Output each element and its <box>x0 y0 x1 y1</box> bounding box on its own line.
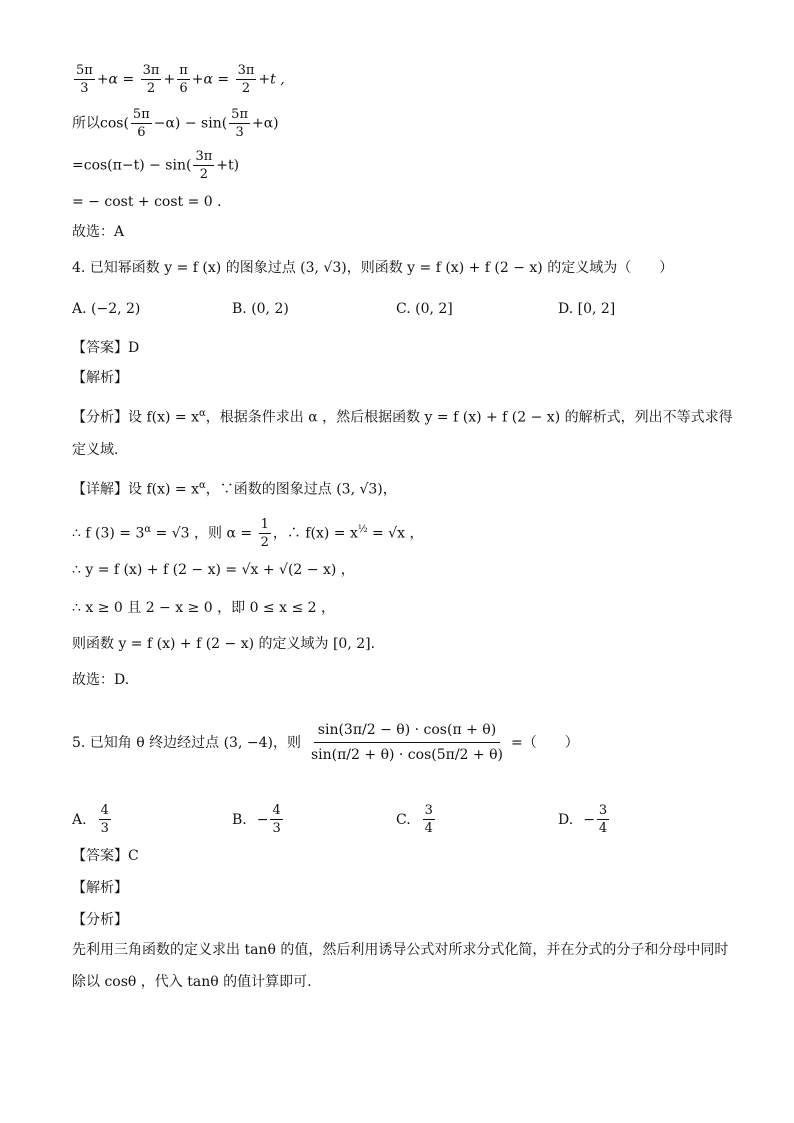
q5-stem: 5. 已知角 θ 终边经过点 (3, −4)，则 $\frac{\sin(3\pi/2 - \theta) \cdot \cos(\pi + \theta)}{\sin(\pi/2 + \theta) \cdot \cos(5\pi/2 + \theta)}$ =（ ） <box>72 718 579 767</box>
q5-option-d: D. − $\frac{3}{4}$ <box>558 803 608 836</box>
q5-expression-fraction <box>307 718 507 767</box>
q5-option-a: A. $\frac{4}{3}$ <box>72 803 109 836</box>
fraction: $\frac{3\pi}{2}$ <box>195 149 213 182</box>
fraction: $\frac{5\pi}{3}$ <box>231 107 248 140</box>
q4-option-b: B. (0, 2) <box>232 301 289 317</box>
q4-analysis-line-1: 【分析】设 $f(x) = x^\alpha$，根据条件求出 α ，然后根据函数 y = f (x) + f (2 − x) 的解析式，列出不等式求得 <box>72 408 733 426</box>
q4-detail-line-1: 【详解】设 $f(x) = x^\alpha$，∵函数的图象过点 (3, √3)， <box>72 480 397 498</box>
q5-expression-numerator: sin(3π/2 − θ) · cos(π + θ) <box>314 718 500 743</box>
prev-solution-line-1: $\frac{5\pi}{3}$ +α = $\frac{3\pi}{2}$ + $\frac{\pi}{6}$ +α = $\frac{3\pi}{2}$ +t , <box>76 63 285 96</box>
q5-fenxi-line-2: 除以 cosθ ，代入 tanθ 的值计算即可. <box>72 974 312 990</box>
q4-analysis-line-2: 定义域. <box>72 442 119 458</box>
fraction: $\frac{3\pi}{2}$ <box>237 63 255 96</box>
prev-solution-line-3: =cos(π−t) − sin( $\frac{3\pi}{2}$ +t) <box>72 149 240 182</box>
fraction: $\frac{3}{4}$ <box>424 803 433 836</box>
q5-expression-denominator: sin(π/2 + θ) · cos(5π/2 + θ) <box>310 747 503 763</box>
prev-solution-line-2: 所以cos( $\frac{5\pi}{6}$ −α) − sin( $\frac{5\pi}{3}$ +α) <box>72 107 279 140</box>
prev-solution-line-4: = − cost + cost = 0 . <box>72 194 222 210</box>
fraction: $\frac{3}{4}$ <box>598 803 608 836</box>
fraction: $\frac{1}{2}$ <box>260 517 269 550</box>
fraction: $\frac{\pi}{6}$ <box>179 63 188 96</box>
fraction: $\frac{5\pi}{3}$ <box>76 63 93 96</box>
q5-fenxi-line-1: 先利用三角函数的定义求出 tanθ 的值，然后利用诱导公式对所求分式化简，并在分式的分子和分母中同时 <box>72 942 729 958</box>
q4-option-c: C. (0, 2] <box>396 301 453 317</box>
q4-option-d: D. [0, 2] <box>558 301 616 317</box>
q4-detail-line-5: 则函数 y = f (x) + f (2 − x) 的定义域为 [0, 2]. <box>72 636 376 652</box>
q4-option-a: A. (−2, 2) <box>72 301 141 317</box>
q5-option-c: C. $\frac{3}{4}$ <box>396 803 433 836</box>
fraction: $\frac{4}{3}$ <box>272 803 281 836</box>
q4-choose: 故选：D. <box>72 672 130 688</box>
q4-detail-line-2: ∴ f $(3) = 3^\alpha = √3$ ，则 α = $\frac{1}{2}$ ，∴ $f(x) = x^{\frac{1}{2}} = √x$ ， <box>72 517 424 550</box>
q4-detail-line-3: ∴ y = f (x) + f (2 − x) = √x + √(2 − x) ， <box>72 562 355 578</box>
q4-analysis-title: 【解析】 <box>72 370 128 386</box>
q5-analysis-title: 【解析】 <box>72 880 128 896</box>
q5-answer: 【答案】C <box>72 848 139 864</box>
q4-stem: 4. 已知幂函数 y = f (x) 的图象过点 (3, √3)，则函数 y = f (x) + f (2 − x) 的定义域为（ ） <box>72 260 674 276</box>
prev-answer-choice: 故选：A <box>72 224 125 240</box>
fraction: $\frac{5\pi}{6}$ <box>132 107 150 140</box>
q4-answer: 【答案】D <box>72 340 140 356</box>
q4-detail-line-4: ∴ x ≥ 0 且 2 − x ≥ 0 ，即 0 ≤ x ≤ 2 ， <box>72 600 335 616</box>
q5-fenxi-title: 【分析】 <box>72 912 128 928</box>
q5-option-b: B. − $\frac{4}{3}$ <box>232 803 281 836</box>
fraction: $\frac{4}{3}$ <box>100 803 109 836</box>
fraction: $\frac{3\pi}{2}$ <box>142 63 160 96</box>
